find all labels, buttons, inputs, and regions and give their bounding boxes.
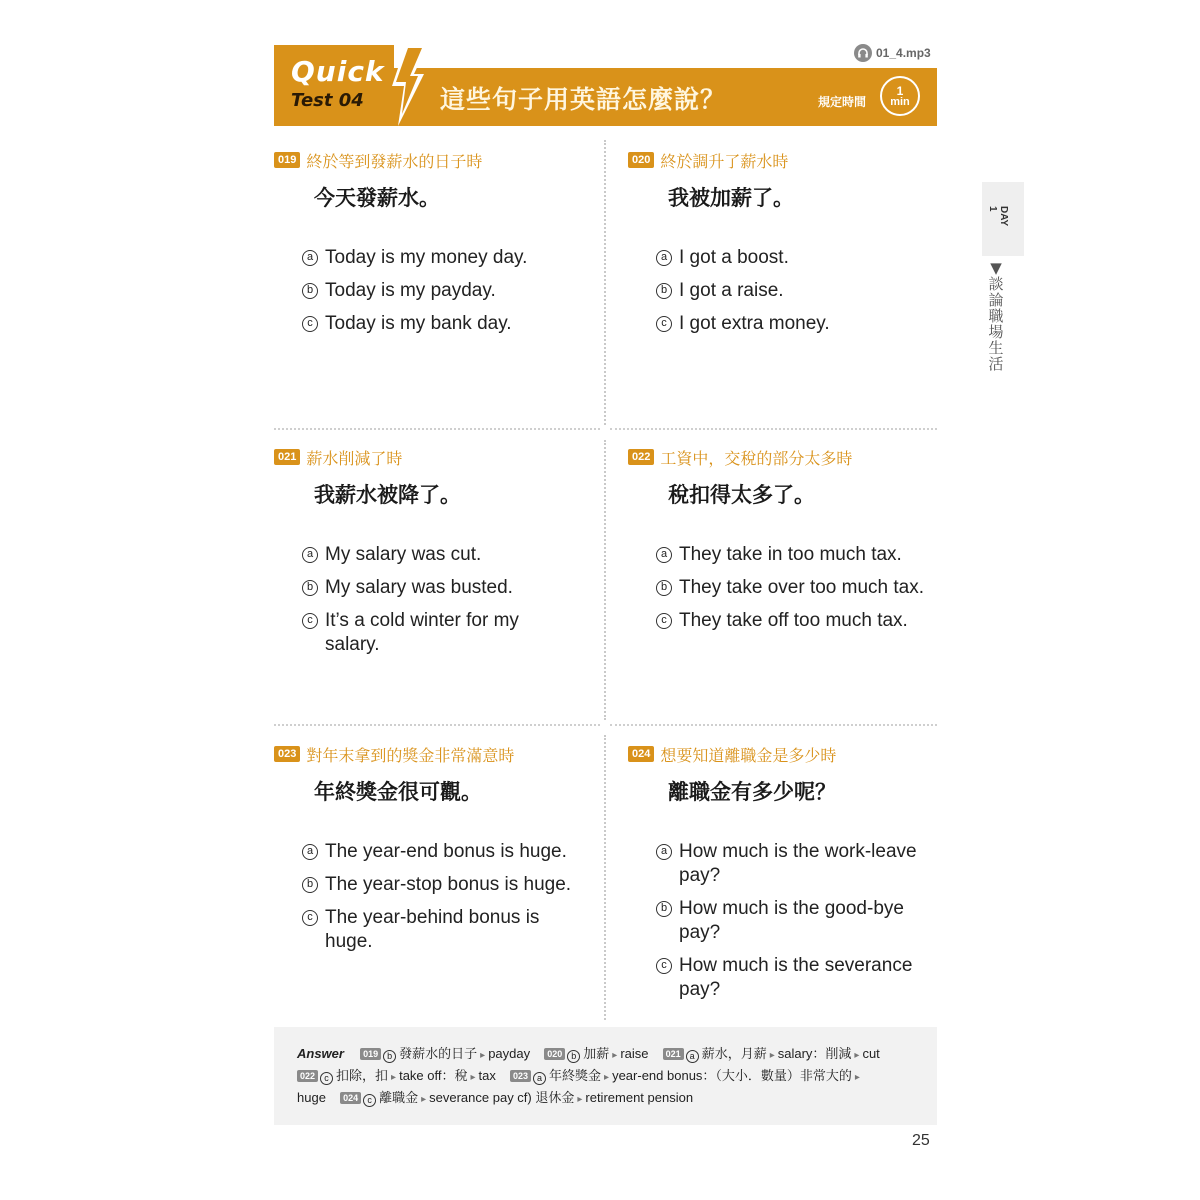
arrow-icon: ▸ bbox=[854, 1050, 860, 1061]
option-text: They take over too much tax. bbox=[679, 577, 925, 598]
question-019 bbox=[274, 149, 592, 345]
quick-label: Quick bbox=[291, 55, 385, 88]
option-a[interactable] bbox=[302, 246, 592, 270]
row-divider bbox=[274, 428, 600, 430]
answer-gloss: take off：稅 bbox=[399, 1068, 468, 1083]
question-context: 終於調升了薪水時 bbox=[660, 151, 789, 171]
answer-gloss: payday bbox=[488, 1046, 531, 1061]
answer-number: 020 bbox=[544, 1048, 565, 1060]
answer-gloss: 年終獎金 bbox=[549, 1069, 602, 1084]
answer-gloss: severance pay cf) 退休金 bbox=[429, 1090, 575, 1105]
option-a[interactable] bbox=[302, 840, 592, 864]
question-022 bbox=[628, 446, 938, 642]
option-mark: c bbox=[302, 613, 318, 629]
option-mark: c bbox=[302, 910, 318, 926]
option-mark: b bbox=[302, 283, 318, 299]
option-text: The year-behind bonus is huge. bbox=[325, 907, 540, 952]
option-a[interactable] bbox=[656, 246, 946, 270]
row-divider bbox=[610, 724, 937, 726]
arrow-icon: ▸ bbox=[604, 1072, 610, 1083]
answer-number: 022 bbox=[297, 1070, 318, 1082]
answer-gloss: cut bbox=[862, 1046, 880, 1061]
option-c[interactable] bbox=[656, 312, 946, 336]
chinese-sentence: 今天發薪水。 bbox=[314, 186, 440, 210]
answer-gloss: huge bbox=[297, 1090, 326, 1105]
page-number: 25 bbox=[912, 1132, 930, 1149]
row-divider bbox=[274, 724, 600, 726]
option-text: My salary was busted. bbox=[325, 577, 513, 598]
question-number: 022 bbox=[628, 449, 654, 465]
option-a[interactable] bbox=[656, 543, 938, 567]
option-c[interactable] bbox=[302, 906, 562, 954]
option-text: The year-end bonus is huge. bbox=[325, 841, 567, 862]
option-b[interactable] bbox=[302, 873, 592, 897]
option-text: They take off too much tax. bbox=[679, 610, 908, 631]
question-number: 024 bbox=[628, 746, 654, 762]
option-c[interactable] bbox=[656, 954, 938, 1002]
option-text: The year-stop bonus is huge. bbox=[325, 874, 572, 895]
answer-label: Answer bbox=[297, 1046, 344, 1061]
answer-gloss: 離職金 bbox=[379, 1091, 419, 1106]
option-c[interactable] bbox=[302, 609, 542, 657]
arrow-icon: ▸ bbox=[480, 1050, 486, 1061]
option-mark: a bbox=[302, 844, 318, 860]
answer-number: 019 bbox=[360, 1048, 381, 1060]
question-024 bbox=[628, 743, 946, 1011]
option-mark: b bbox=[656, 283, 672, 299]
chapter-title: ▼談論職場生活 bbox=[988, 259, 1004, 373]
answer-gloss: 扣除，扣 bbox=[336, 1069, 389, 1084]
answer-mark: c bbox=[363, 1094, 376, 1107]
arrow-icon: ▸ bbox=[577, 1094, 583, 1105]
option-mark: a bbox=[656, 844, 672, 860]
option-mark: b bbox=[656, 580, 672, 596]
answer-mark: b bbox=[383, 1050, 396, 1063]
option-mark: c bbox=[656, 613, 672, 629]
headphones-icon bbox=[854, 44, 872, 62]
chinese-sentence: 年終獎金很可觀。 bbox=[314, 780, 482, 804]
option-text: Today is my bank day. bbox=[325, 313, 512, 334]
option-mark: c bbox=[656, 316, 672, 332]
chinese-sentence: 我被加薪了。 bbox=[668, 186, 794, 210]
row-divider bbox=[610, 428, 937, 430]
day-tab bbox=[982, 182, 1024, 256]
column-divider bbox=[604, 440, 606, 720]
option-c[interactable] bbox=[302, 312, 592, 336]
chinese-sentence: 離職金有多少呢？ bbox=[668, 780, 836, 804]
option-mark: a bbox=[656, 547, 672, 563]
option-b[interactable] bbox=[302, 576, 592, 600]
question-023 bbox=[274, 743, 592, 963]
option-b[interactable] bbox=[656, 279, 946, 303]
option-mark: c bbox=[302, 316, 318, 332]
day-label: DAY 1 bbox=[987, 206, 1009, 227]
question-number: 020 bbox=[628, 152, 654, 168]
option-a[interactable] bbox=[302, 543, 592, 567]
answer-mark: a bbox=[533, 1072, 546, 1085]
option-text: Today is my money day. bbox=[325, 247, 528, 268]
option-c[interactable] bbox=[656, 609, 938, 633]
option-text: Today is my payday. bbox=[325, 280, 496, 301]
question-number: 019 bbox=[274, 152, 300, 168]
arrow-icon: ▸ bbox=[421, 1094, 427, 1105]
chinese-sentence: 我薪水被降了。 bbox=[314, 483, 461, 507]
timer-number: 1 bbox=[896, 84, 904, 98]
question-context: 想要知道離職金是多少時 bbox=[660, 745, 837, 765]
option-text: How much is the work-leave pay? bbox=[679, 841, 917, 886]
column-divider bbox=[604, 735, 606, 1020]
option-mark: a bbox=[656, 250, 672, 266]
option-mark: b bbox=[302, 580, 318, 596]
option-mark: b bbox=[302, 877, 318, 893]
time-limit-label: 規定時間 bbox=[818, 95, 867, 109]
question-021 bbox=[274, 446, 592, 666]
option-text: They take in too much tax. bbox=[679, 544, 902, 565]
option-text: My salary was cut. bbox=[325, 544, 482, 565]
option-mark: b bbox=[656, 901, 672, 917]
option-mark: c bbox=[656, 958, 672, 974]
option-b[interactable] bbox=[302, 279, 592, 303]
page-title: 這些句子用英語怎麼說？ bbox=[440, 85, 727, 114]
option-mark: a bbox=[302, 547, 318, 563]
question-020 bbox=[628, 149, 946, 345]
question-context: 薪水削減了時 bbox=[306, 448, 403, 468]
answer-gloss: 薪水，月薪 bbox=[701, 1047, 767, 1062]
audio-file-name: 01_4.mp3 bbox=[876, 46, 931, 60]
lightning-icon bbox=[386, 44, 428, 126]
answer-mark: b bbox=[567, 1050, 580, 1063]
arrow-icon: ▸ bbox=[391, 1072, 397, 1083]
arrow-icon: ▸ bbox=[612, 1050, 618, 1061]
answer-gloss: raise bbox=[620, 1046, 649, 1061]
question-number: 023 bbox=[274, 746, 300, 762]
timer-icon bbox=[880, 76, 920, 116]
answer-number: 021 bbox=[663, 1048, 684, 1060]
answer-gloss: tax bbox=[478, 1068, 496, 1083]
answer-gloss: salary：削減 bbox=[777, 1046, 852, 1061]
option-b[interactable] bbox=[656, 897, 928, 945]
answer-number: 024 bbox=[340, 1092, 361, 1104]
audio-track bbox=[854, 42, 931, 64]
arrow-icon: ▸ bbox=[470, 1072, 476, 1083]
question-context: 終於等到發薪水的日子時 bbox=[306, 151, 483, 171]
answer-box bbox=[274, 1027, 937, 1125]
option-text: How much is the severance pay? bbox=[679, 955, 913, 1000]
answer-gloss: 發薪水的日子 bbox=[399, 1047, 478, 1062]
timer-unit: min bbox=[890, 96, 910, 108]
question-number: 021 bbox=[274, 449, 300, 465]
option-b[interactable] bbox=[656, 576, 938, 600]
option-text: How much is the good-bye pay? bbox=[679, 898, 904, 943]
option-text: I got a boost. bbox=[679, 247, 789, 268]
test-label: Test 04 bbox=[291, 90, 364, 111]
question-context: 工資中，交稅的部分太多時 bbox=[660, 448, 853, 468]
question-context: 對年末拿到的獎金非常滿意時 bbox=[306, 745, 515, 765]
option-text: I got a raise. bbox=[679, 280, 784, 301]
option-mark: a bbox=[302, 250, 318, 266]
chinese-sentence: 稅扣得太多了。 bbox=[668, 483, 815, 507]
option-text: I got extra money. bbox=[679, 313, 830, 334]
arrow-icon: ▸ bbox=[854, 1072, 860, 1083]
answer-gloss: 加薪 bbox=[583, 1047, 610, 1062]
answer-gloss: year-end bonus：（大小．數量）非常大的 bbox=[612, 1068, 852, 1083]
column-divider bbox=[604, 140, 606, 425]
arrow-icon: ▸ bbox=[769, 1050, 775, 1061]
answer-mark: c bbox=[320, 1072, 333, 1085]
option-text: It’s a cold winter for my salary. bbox=[325, 610, 519, 655]
answer-gloss: retirement pension bbox=[585, 1090, 694, 1105]
answer-mark: a bbox=[686, 1050, 699, 1063]
answer-number: 023 bbox=[510, 1070, 531, 1082]
option-a[interactable] bbox=[656, 840, 938, 888]
